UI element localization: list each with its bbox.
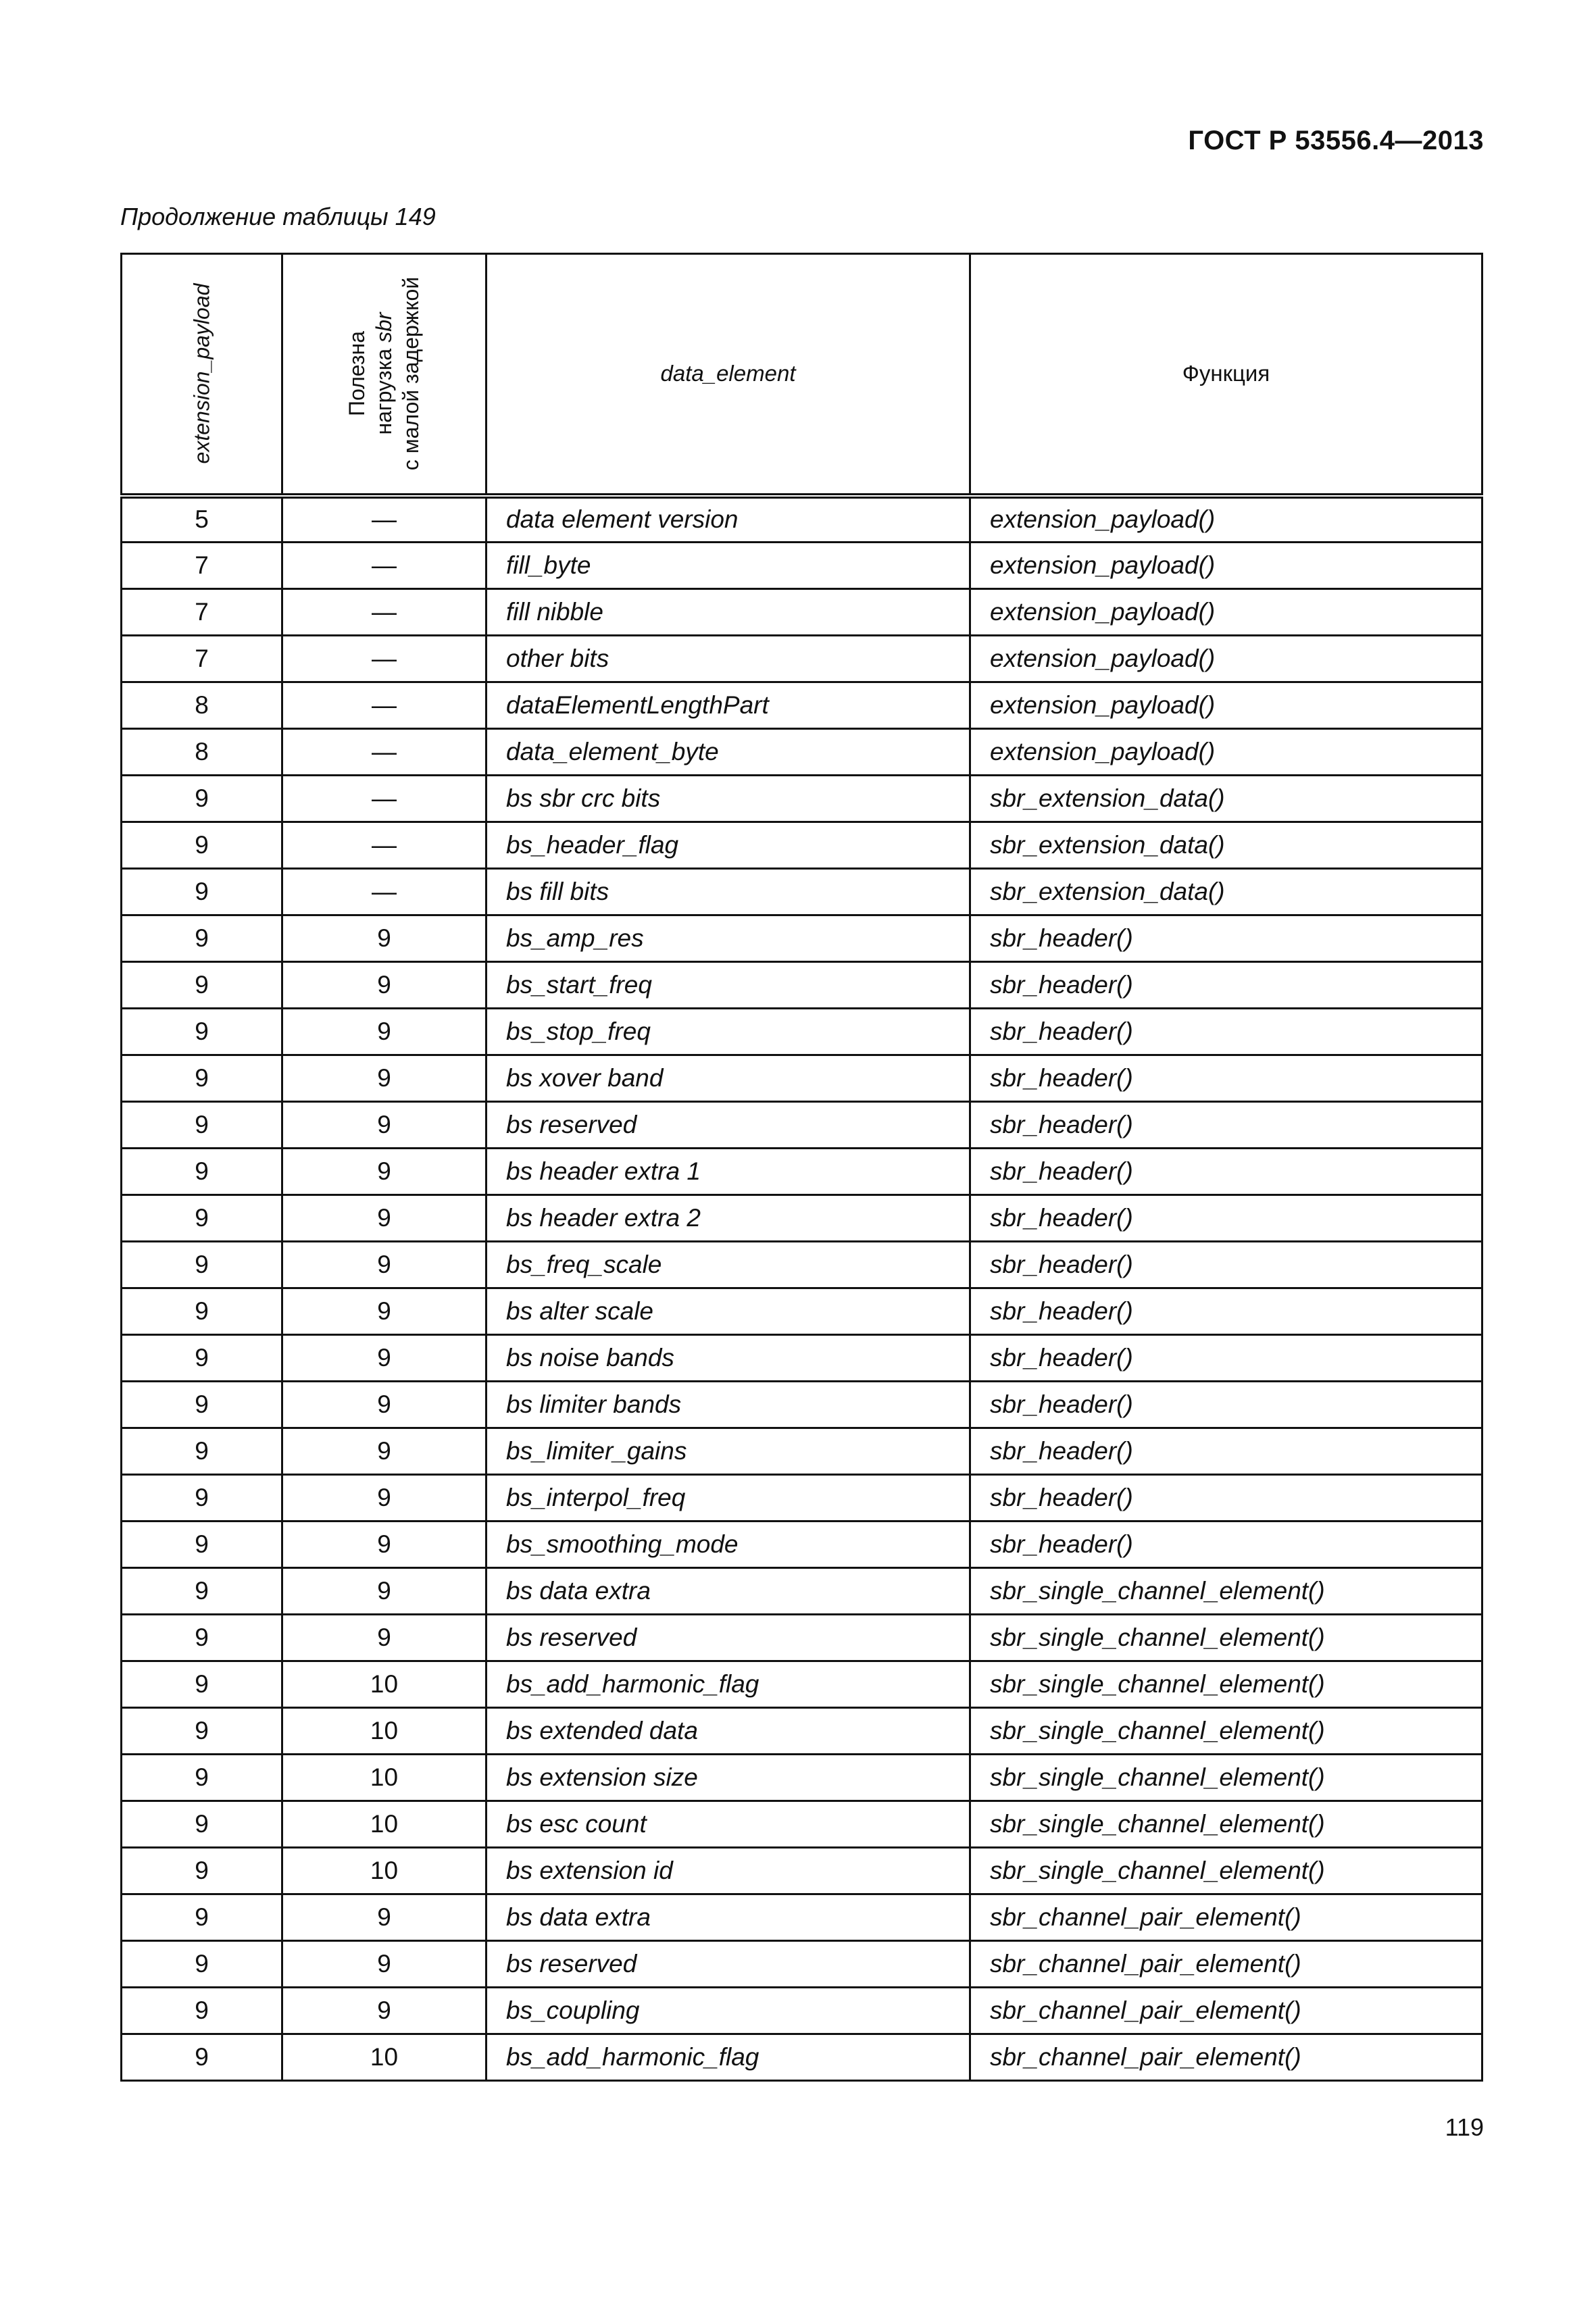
- cell-function: sbr_header(): [970, 1428, 1482, 1475]
- cell-function: sbr_header(): [970, 1288, 1482, 1335]
- cell-low-delay-sbr: 9: [282, 915, 487, 962]
- cell-extension-payload: 9: [122, 1801, 282, 1848]
- cell-extension-payload: 9: [122, 962, 282, 1009]
- cell-low-delay-sbr: 9: [282, 1195, 487, 1242]
- cell-function: sbr_single_channel_element(): [970, 1755, 1482, 1801]
- table-row: [122, 1615, 1482, 1661]
- table-row: [122, 776, 1482, 822]
- table-row: [122, 682, 1482, 729]
- cell-data-element: bs extension id: [487, 1848, 970, 1894]
- table-row: [122, 1335, 1482, 1382]
- cell-data-element: bs reserved: [487, 1102, 970, 1149]
- cell-low-delay-sbr: 9: [282, 1428, 487, 1475]
- cell-low-delay-sbr: 9: [282, 1568, 487, 1615]
- cell-function: sbr_single_channel_element(): [970, 1848, 1482, 1894]
- header-data-element-label: data_element: [660, 361, 796, 386]
- table-row: [122, 636, 1482, 682]
- cell-function: sbr_single_channel_element(): [970, 1708, 1482, 1755]
- cell-low-delay-sbr: 10: [282, 1661, 487, 1708]
- cell-low-delay-sbr: 9: [282, 1894, 487, 1941]
- table-row: [122, 1708, 1482, 1755]
- table-row: [122, 1801, 1482, 1848]
- cell-function: sbr_extension_data(): [970, 776, 1482, 822]
- cell-function: sbr_header(): [970, 915, 1482, 962]
- cell-function: sbr_single_channel_element(): [970, 1568, 1482, 1615]
- cell-function: sbr_extension_data(): [970, 822, 1482, 869]
- cell-low-delay-sbr: 9: [282, 962, 487, 1009]
- table-row: [122, 822, 1482, 869]
- table-row: [122, 1848, 1482, 1894]
- cell-data-element: bs extension size: [487, 1755, 970, 1801]
- table-row: [122, 543, 1482, 589]
- header-low-delay-sbr-label: [343, 277, 424, 470]
- cell-data-element: bs_freq_scale: [487, 1242, 970, 1288]
- cell-extension-payload: 9: [122, 2034, 282, 2081]
- cell-function: sbr_header(): [970, 1009, 1482, 1055]
- header-extension-payload: [122, 254, 282, 496]
- table-row: [122, 869, 1482, 915]
- header-line-2-text: нагрузка: [372, 343, 397, 435]
- table-row: [122, 1521, 1482, 1568]
- cell-data-element: bs_add_harmonic_flag: [487, 2034, 970, 2081]
- cell-data-element: bs_add_harmonic_flag: [487, 1661, 970, 1708]
- cell-low-delay-sbr: 9: [282, 1102, 487, 1149]
- cell-function: sbr_single_channel_element(): [970, 1615, 1482, 1661]
- table-row: [122, 1055, 1482, 1102]
- cell-function: sbr_header(): [970, 1055, 1482, 1102]
- cell-low-delay-sbr: 9: [282, 1941, 487, 1988]
- page-number: 119: [1445, 2113, 1484, 2141]
- cell-extension-payload: 9: [122, 1195, 282, 1242]
- cell-data-element: bs_header_flag: [487, 822, 970, 869]
- cell-extension-payload: 9: [122, 776, 282, 822]
- cell-data-element: bs xover band: [487, 1055, 970, 1102]
- cell-data-element: bs_coupling: [487, 1988, 970, 2034]
- cell-extension-payload: 9: [122, 1288, 282, 1335]
- cell-function: sbr_header(): [970, 1242, 1482, 1288]
- cell-extension-payload: 9: [122, 1009, 282, 1055]
- cell-low-delay-sbr: —: [282, 822, 487, 869]
- table-row: [122, 729, 1482, 776]
- table-row: [122, 1382, 1482, 1428]
- cell-function: sbr_channel_pair_element(): [970, 1894, 1482, 1941]
- cell-extension-payload: 9: [122, 869, 282, 915]
- table-row: [122, 1755, 1482, 1801]
- cell-function: sbr_header(): [970, 1195, 1482, 1242]
- cell-extension-payload: 7: [122, 636, 282, 682]
- cell-low-delay-sbr: 9: [282, 1288, 487, 1335]
- header-line-2-italic: sbr: [372, 312, 397, 343]
- cell-low-delay-sbr: 9: [282, 1335, 487, 1382]
- cell-function: sbr_header(): [970, 1475, 1482, 1521]
- document-code: ГОСТ Р 53556.4—2013: [1188, 126, 1484, 155]
- cell-data-element: dataElementLengthPart: [487, 682, 970, 729]
- cell-extension-payload: 9: [122, 915, 282, 962]
- cell-low-delay-sbr: 9: [282, 1009, 487, 1055]
- cell-low-delay-sbr: —: [282, 776, 487, 822]
- table-row: [122, 962, 1482, 1009]
- cell-extension-payload: 9: [122, 1755, 282, 1801]
- cell-function: sbr_header(): [970, 1382, 1482, 1428]
- table-row: [122, 915, 1482, 962]
- cell-function: sbr_single_channel_element(): [970, 1661, 1482, 1708]
- cell-extension-payload: 9: [122, 1661, 282, 1708]
- cell-data-element: bs limiter bands: [487, 1382, 970, 1428]
- cell-data-element: bs_interpol_freq: [487, 1475, 970, 1521]
- cell-data-element: bs esc count: [487, 1801, 970, 1848]
- cell-function: extension_payload(): [970, 636, 1482, 682]
- cell-data-element: data element version: [487, 496, 970, 543]
- cell-low-delay-sbr: 10: [282, 1848, 487, 1894]
- cell-low-delay-sbr: 10: [282, 1801, 487, 1848]
- cell-data-element: bs_amp_res: [487, 915, 970, 962]
- table-row: [122, 1941, 1482, 1988]
- cell-low-delay-sbr: 10: [282, 2034, 487, 2081]
- cell-data-element: bs header extra 1: [487, 1149, 970, 1195]
- cell-function: sbr_channel_pair_element(): [970, 2034, 1482, 2081]
- cell-extension-payload: 9: [122, 1568, 282, 1615]
- cell-extension-payload: 8: [122, 729, 282, 776]
- cell-extension-payload: 9: [122, 1475, 282, 1521]
- cell-extension-payload: 9: [122, 1149, 282, 1195]
- cell-low-delay-sbr: 9: [282, 1988, 487, 2034]
- cell-data-element: bs data extra: [487, 1568, 970, 1615]
- cell-function: sbr_header(): [970, 1102, 1482, 1149]
- table-row: [122, 1894, 1482, 1941]
- table-row: [122, 1568, 1482, 1615]
- cell-data-element: bs_stop_freq: [487, 1009, 970, 1055]
- cell-extension-payload: 9: [122, 1242, 282, 1288]
- header-function: [970, 254, 1482, 496]
- cell-extension-payload: 8: [122, 682, 282, 729]
- table-row: [122, 1102, 1482, 1149]
- cell-low-delay-sbr: 9: [282, 1615, 487, 1661]
- cell-low-delay-sbr: —: [282, 543, 487, 589]
- cell-function: extension_payload(): [970, 496, 1482, 543]
- cell-extension-payload: 9: [122, 1521, 282, 1568]
- cell-extension-payload: 9: [122, 822, 282, 869]
- data-table: [120, 253, 1483, 2082]
- cell-data-element: fill_byte: [487, 543, 970, 589]
- cell-data-element: bs header extra 2: [487, 1195, 970, 1242]
- cell-function: extension_payload(): [970, 682, 1482, 729]
- cell-extension-payload: 9: [122, 1708, 282, 1755]
- header-line-2: [370, 277, 397, 470]
- cell-data-element: bs sbr crc bits: [487, 776, 970, 822]
- header-line-1: Полезна: [345, 331, 370, 417]
- table-row: [122, 1195, 1482, 1242]
- header-line-3: с малой задержкой: [399, 277, 424, 471]
- cell-low-delay-sbr: —: [282, 729, 487, 776]
- cell-extension-payload: 5: [122, 496, 282, 543]
- cell-data-element: bs_start_freq: [487, 962, 970, 1009]
- table-row: [122, 1988, 1482, 2034]
- cell-extension-payload: 7: [122, 543, 282, 589]
- cell-data-element: bs noise bands: [487, 1335, 970, 1382]
- cell-function: sbr_extension_data(): [970, 869, 1482, 915]
- cell-low-delay-sbr: 10: [282, 1708, 487, 1755]
- cell-function: sbr_channel_pair_element(): [970, 1988, 1482, 2034]
- cell-data-element: bs_limiter_gains: [487, 1428, 970, 1475]
- cell-extension-payload: 9: [122, 1055, 282, 1102]
- cell-data-element: bs reserved: [487, 1615, 970, 1661]
- table-row: [122, 2034, 1482, 2081]
- cell-function: extension_payload(): [970, 589, 1482, 636]
- header-extension-payload-label: extension_payload: [189, 283, 214, 464]
- cell-function: sbr_channel_pair_element(): [970, 1941, 1482, 1988]
- cell-low-delay-sbr: 9: [282, 1382, 487, 1428]
- table-header-row: [122, 254, 1482, 496]
- cell-extension-payload: 9: [122, 1615, 282, 1661]
- cell-function: extension_payload(): [970, 543, 1482, 589]
- cell-data-element: data_element_byte: [487, 729, 970, 776]
- cell-function: sbr_header(): [970, 1521, 1482, 1568]
- table-row: [122, 1661, 1482, 1708]
- cell-data-element: fill nibble: [487, 589, 970, 636]
- table-row: [122, 496, 1482, 543]
- cell-extension-payload: 9: [122, 1848, 282, 1894]
- table-container: [120, 253, 1481, 2082]
- header-data-element: [487, 254, 970, 496]
- cell-function: sbr_header(): [970, 962, 1482, 1009]
- header-function-label: Функция: [1182, 361, 1270, 386]
- table-row: [122, 1475, 1482, 1521]
- cell-data-element: bs extended data: [487, 1708, 970, 1755]
- cell-low-delay-sbr: —: [282, 496, 487, 543]
- cell-data-element: other bits: [487, 636, 970, 682]
- table-row: [122, 1149, 1482, 1195]
- cell-low-delay-sbr: —: [282, 869, 487, 915]
- cell-extension-payload: 9: [122, 1894, 282, 1941]
- cell-data-element: bs fill bits: [487, 869, 970, 915]
- cell-low-delay-sbr: 9: [282, 1242, 487, 1288]
- header-low-delay-sbr: [282, 254, 487, 496]
- cell-data-element: bs data extra: [487, 1894, 970, 1941]
- cell-extension-payload: 9: [122, 1941, 282, 1988]
- cell-low-delay-sbr: —: [282, 589, 487, 636]
- cell-low-delay-sbr: 9: [282, 1475, 487, 1521]
- cell-low-delay-sbr: 9: [282, 1149, 487, 1195]
- cell-low-delay-sbr: —: [282, 636, 487, 682]
- cell-function: sbr_header(): [970, 1335, 1482, 1382]
- table-row: [122, 1288, 1482, 1335]
- cell-extension-payload: 7: [122, 589, 282, 636]
- cell-function: extension_payload(): [970, 729, 1482, 776]
- cell-low-delay-sbr: 9: [282, 1055, 487, 1102]
- cell-data-element: bs alter scale: [487, 1288, 970, 1335]
- cell-data-element: bs_smoothing_mode: [487, 1521, 970, 1568]
- cell-function: sbr_single_channel_element(): [970, 1801, 1482, 1848]
- cell-data-element: bs reserved: [487, 1941, 970, 1988]
- table-row: [122, 1428, 1482, 1475]
- cell-low-delay-sbr: —: [282, 682, 487, 729]
- cell-function: sbr_header(): [970, 1149, 1482, 1195]
- cell-extension-payload: 9: [122, 1382, 282, 1428]
- table-row: [122, 1242, 1482, 1288]
- cell-extension-payload: 9: [122, 1102, 282, 1149]
- cell-low-delay-sbr: 10: [282, 1755, 487, 1801]
- cell-extension-payload: 9: [122, 1988, 282, 2034]
- cell-low-delay-sbr: 9: [282, 1521, 487, 1568]
- cell-extension-payload: 9: [122, 1335, 282, 1382]
- cell-extension-payload: 9: [122, 1428, 282, 1475]
- table-row: [122, 1009, 1482, 1055]
- table-row: [122, 589, 1482, 636]
- table-body: [122, 496, 1482, 2081]
- table-caption: Продолжение таблицы 149: [120, 203, 436, 230]
